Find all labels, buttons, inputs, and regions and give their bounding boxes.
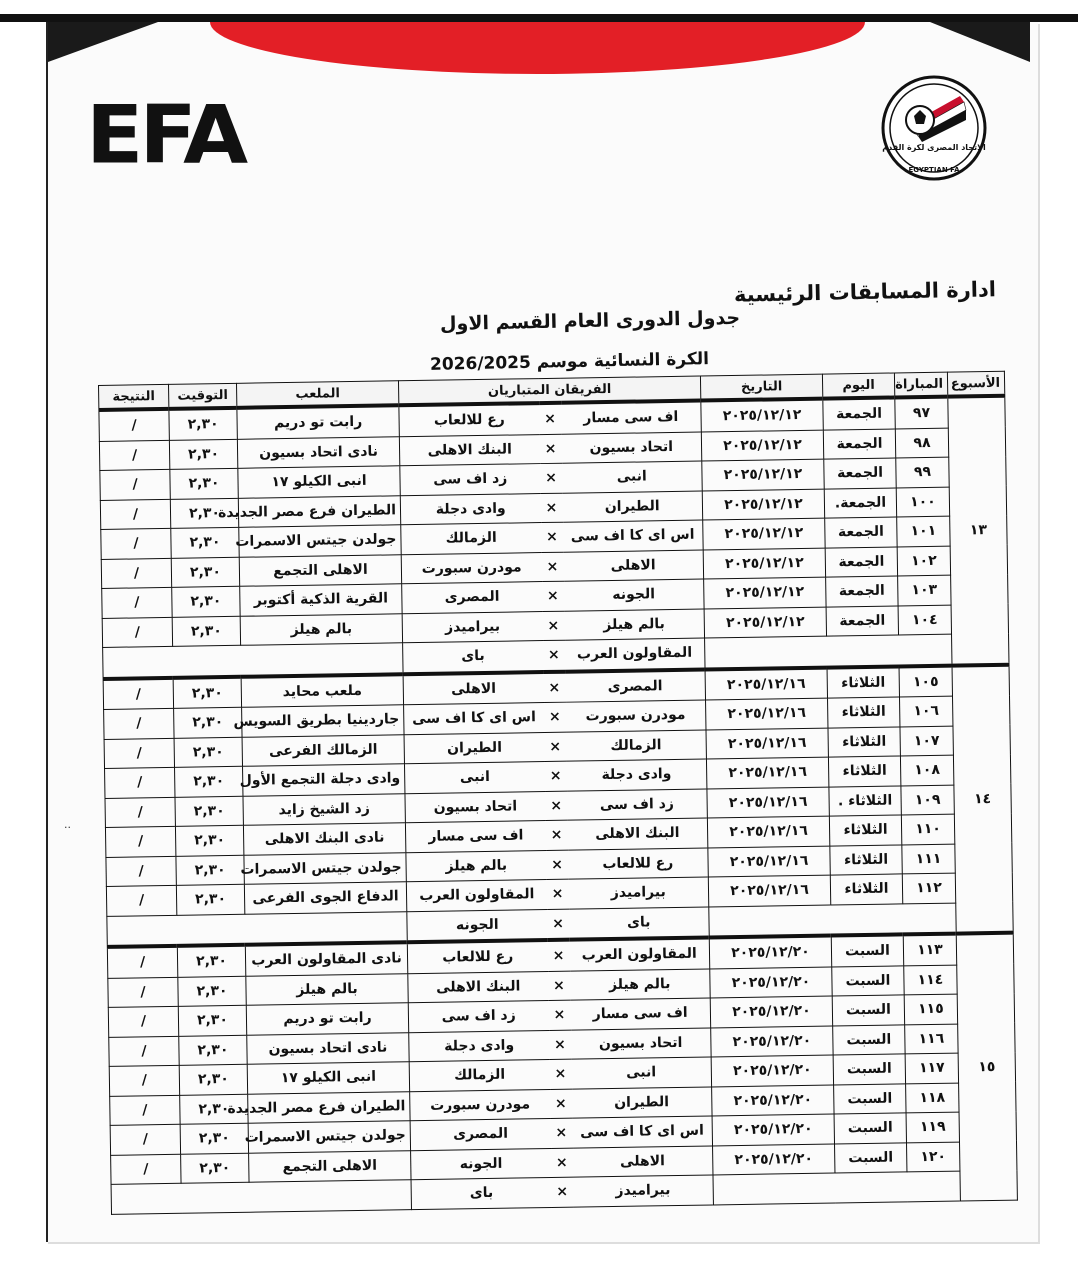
bye-home: باى (569, 906, 709, 939)
match-day: الجمعة. (824, 487, 896, 518)
away-team: بيراميدز (402, 611, 542, 643)
match-day: الثلاثاء (829, 815, 901, 846)
schedule-subtitle: الكرة النسائية موسم 2026/2025 (429, 349, 710, 375)
away-team: زد اف سى (400, 464, 540, 496)
match-date: ٢٠٢٥/١٢/١٦ (707, 787, 829, 818)
away-team: الجونه (411, 1148, 551, 1180)
match-day: الثلاثاء (827, 666, 899, 698)
empty-cell (107, 911, 407, 947)
vs-mark: × (543, 640, 565, 671)
away-team: الزمالك (401, 523, 541, 555)
match-date: ٢٠٢٥/١٢/١٢ (702, 489, 824, 520)
match-date: ٢٠٢٥/١٢/١٦ (708, 846, 830, 877)
away-team: رع للالعاب (399, 403, 539, 436)
kickoff-time: ٢,٣٠ (170, 468, 238, 499)
stadium: زد الشيخ زايد (243, 793, 405, 825)
match-date: ٢٠٢٥/١٢/٢٠ (711, 1055, 833, 1086)
match-date: ٢٠٢٥/١٢/١٢ (701, 399, 823, 432)
kickoff-time: ٢,٣٠ (175, 796, 243, 827)
home-team: الاهلى (573, 1145, 713, 1177)
stadium: انبى الكيلو ١٧ (247, 1062, 409, 1094)
result: / (109, 1065, 179, 1096)
match-number: ١٠٩ (901, 785, 954, 815)
kickoff-time: ٢,٣٠ (180, 1123, 248, 1154)
home-team: زد اف سى (567, 788, 707, 820)
stadium: بالم هيلز (246, 973, 408, 1005)
kickoff-time: ٢,٣٠ (178, 1005, 246, 1036)
vs-mark: × (542, 581, 564, 611)
result: / (102, 587, 172, 618)
vs-mark: × (551, 1148, 573, 1178)
match-day: الجمعة (825, 546, 897, 577)
stadium: نادى اتحاد بسيون (247, 1032, 409, 1064)
vs-mark: × (540, 493, 562, 523)
kickoff-time: ٢,٣٠ (174, 707, 242, 738)
away-team: المصرى (410, 1118, 550, 1150)
match-number: ١٠٠ (896, 487, 949, 517)
result: / (110, 1124, 180, 1155)
vs-mark: × (549, 1059, 571, 1089)
match-date: ٢٠٢٥/١٢/٢٠ (713, 1144, 835, 1175)
schedule-body (99, 396, 1018, 1214)
match-number: ١٠٢ (897, 546, 950, 576)
match-date: ٢٠٢٥/١٢/١٦ (706, 698, 828, 729)
stadium: نادى المقاولون العرب (245, 942, 407, 976)
result: / (104, 738, 174, 769)
home-team: اس اى كا اف سى (572, 1116, 712, 1148)
vs-mark: × (540, 463, 562, 493)
schedule-title: جدول الدورى العام القسم الاول (439, 306, 741, 336)
kickoff-time: ٢,٣٠ (176, 884, 244, 915)
match-number: ١٢٠ (906, 1142, 959, 1172)
top-border (0, 14, 1078, 22)
match-day: الجمعة (825, 517, 897, 548)
kickoff-time: ٢,٣٠ (180, 1094, 248, 1125)
away-team: المصرى (402, 582, 542, 614)
stadium: جولدن جيتس الاسمرات (239, 525, 401, 557)
match-day: الجمعة (824, 458, 896, 489)
vs-mark: × (539, 434, 561, 464)
match-number: ١٠٥ (899, 665, 952, 697)
away-team: انبى (404, 762, 544, 794)
result: / (105, 767, 175, 798)
match-number: ٩٧ (895, 397, 948, 429)
vs-mark: × (550, 1118, 572, 1148)
vs-mark: × (544, 732, 566, 762)
home-team: اف سى مسار (570, 998, 710, 1030)
match-day: الثلاثاء (828, 756, 900, 787)
away-team: البنك الاهلى (408, 971, 548, 1003)
match-day: الجمعة (823, 397, 895, 429)
kickoff-time: ٢,٣٠ (179, 1064, 247, 1095)
result: / (109, 1036, 179, 1067)
match-date: ٢٠٢٥/١٢/١٢ (702, 459, 824, 490)
match-date: ٢٠٢٥/١٢/١٢ (704, 607, 826, 638)
away-team: المقاولون العرب (406, 880, 546, 912)
match-date: ٢٠٢٥/١٢/١٦ (705, 667, 827, 700)
kickoff-time: ٢,٣٠ (177, 945, 245, 977)
week-number: ١٤ (952, 664, 1013, 933)
match-day: السبت (835, 1142, 907, 1173)
header-date: التاريخ (700, 374, 822, 400)
result: / (104, 708, 174, 739)
stadium: وادى دجلة التجمع الأول (243, 764, 405, 796)
away-team: الاهلى (403, 672, 543, 705)
kickoff-time: ٢,٣٠ (181, 1153, 249, 1184)
result: / (111, 1154, 181, 1185)
away-team: زد اف سى (408, 1001, 548, 1033)
vs-mark: × (541, 522, 563, 552)
stadium: بالم هيلز (240, 613, 402, 645)
match-number: ١١٥ (904, 994, 957, 1024)
header-teams: الفريقان المتباريان (398, 376, 700, 405)
match-date: ٢٠٢٥/١٢/٢٠ (712, 1114, 834, 1145)
emblem-latin-text: EGYPTIAN FA (908, 166, 960, 174)
week-number: ١٥ (956, 933, 1017, 1201)
vs-mark: × (545, 820, 567, 850)
away-team: مودرن سبورت (410, 1089, 550, 1121)
header-corner-left (48, 22, 158, 62)
vs-mark: × (545, 791, 567, 821)
match-date: ٢٠٢٥/١٢/٢٠ (709, 936, 831, 969)
match-number: ١١٠ (901, 814, 954, 844)
bye-home: المقاولون العرب (565, 638, 705, 671)
kickoff-time: ٢,٣٠ (178, 976, 246, 1007)
away-team: رع للالعاب (407, 940, 547, 973)
home-team: المصرى (565, 669, 705, 702)
vs-mark: × (544, 761, 566, 791)
result: / (102, 617, 172, 648)
away-team: وادى دجلة (409, 1030, 549, 1062)
away-team: اتحاد بسيون (405, 791, 545, 823)
match-date: ٢٠٢٥/١٢/٢٠ (710, 967, 832, 998)
vs-mark: × (550, 1089, 572, 1119)
match-date: ٢٠٢٥/١٢/١٢ (701, 430, 823, 461)
result: / (100, 469, 170, 500)
vs-mark: × (539, 403, 561, 434)
result: / (105, 797, 175, 828)
stadium: الاهلى التجمع (249, 1150, 411, 1182)
match-number: ١٠٣ (898, 575, 951, 605)
vs-mark: × (541, 552, 563, 582)
kickoff-time: ٢,٣٠ (171, 527, 239, 558)
match-number: ٩٩ (896, 457, 949, 487)
away-team: بالم هيلز (406, 850, 546, 882)
match-number: ١١١ (902, 844, 955, 874)
home-team: اس اى كا اف سى (563, 520, 703, 552)
match-day: السبت (834, 1113, 906, 1144)
home-team: اتحاد بسيون (561, 432, 701, 464)
match-day: الجمعة (823, 428, 895, 459)
department-name: ادارة المسابقات الرئيسية (733, 277, 997, 307)
stadium: رابت تو دريم (246, 1003, 408, 1035)
match-day: الثلاثاء (830, 844, 902, 875)
match-day: السبت (832, 965, 904, 996)
result: / (106, 856, 176, 887)
home-team: الطيران (562, 491, 702, 523)
match-day: السبت (834, 1083, 906, 1114)
match-date: ٢٠٢٥/١٢/٢٠ (711, 1026, 833, 1057)
match-number: ١١٢ (902, 873, 955, 903)
result: / (108, 1006, 178, 1037)
federation-emblem (880, 74, 988, 182)
stadium: الدفاع الجوى الفرعى (244, 882, 406, 914)
kickoff-time: ٢,٣٠ (174, 737, 242, 768)
stadium: جاردينيا بطريق السويس (242, 705, 404, 737)
week-number: ١٣ (948, 396, 1009, 665)
away-team: الطيران (404, 732, 544, 764)
kickoff-time: ٢,٣٠ (170, 498, 238, 529)
stadium: الطيران فرع مصر الجديدة (248, 1091, 410, 1123)
match-number: ١١٤ (904, 965, 957, 995)
match-date: ٢٠٢٥/١٢/٢٠ (710, 996, 832, 1027)
bye-away: باى (411, 1177, 551, 1209)
empty-cell (103, 643, 403, 679)
away-team: وادى دجلة (400, 493, 540, 525)
empty-cell (713, 1171, 960, 1204)
empty-cell (111, 1180, 411, 1214)
match-number: ٩٨ (895, 428, 948, 458)
match-day: الثلاثاء (828, 697, 900, 728)
stadium: نادى البنك الاهلى (243, 823, 405, 855)
result: / (103, 677, 173, 709)
vs-mark: × (549, 1030, 571, 1060)
home-team: انبى (571, 1057, 711, 1089)
away-team: البنك الاهلى (399, 434, 539, 466)
vs-mark: × (543, 671, 565, 702)
stadium: القرية الذكية أكتوبر (240, 584, 402, 616)
vs-mark: × (547, 940, 569, 971)
bye-away: باى (403, 641, 543, 674)
home-team: اف سى مسار (561, 401, 701, 434)
away-team: اف سى مسار (405, 821, 545, 853)
vs-mark: × (546, 850, 568, 880)
result: / (107, 946, 177, 978)
home-team: الزمالك (566, 729, 706, 761)
home-team: رع للالعاب (568, 847, 708, 879)
vs-mark: × (548, 1000, 570, 1030)
home-team: انبى (562, 461, 702, 493)
match-number: ١٠٦ (899, 696, 952, 726)
stadium: ملعب محايد (241, 674, 403, 708)
match-number: ١١٧ (905, 1053, 958, 1083)
stadium: نادى اتحاد بسيون (237, 436, 399, 468)
header-corner-right (930, 22, 1030, 62)
result: / (99, 440, 169, 471)
match-number: ١٠١ (897, 516, 950, 546)
match-day: السبت (831, 934, 903, 966)
header-week: الأسبوع (947, 371, 1004, 396)
kickoff-time: ٢,٣٠ (169, 439, 237, 470)
match-day: الجمعة (826, 605, 898, 636)
result: / (105, 826, 175, 857)
match-date: ٢٠٢٥/١٢/١٦ (708, 875, 830, 906)
result: / (106, 885, 176, 916)
header-result: النتيجة (99, 384, 169, 410)
match-day: الثلاثاء (828, 726, 900, 757)
stadium: انبى الكيلو ١٧ (238, 466, 400, 498)
bye-away: الجونه (407, 909, 547, 942)
match-date: ٢٠٢٥/١٢/١٢ (704, 577, 826, 608)
match-date: ٢٠٢٥/١٢/١٦ (707, 816, 829, 847)
home-team: مودرن سبورت (566, 700, 706, 732)
kickoff-time: ٢,٣٠ (172, 586, 240, 617)
emblem-arabic-text: الاتحاد المصرى لكرة القدم (882, 143, 986, 152)
vs-mark: × (546, 879, 568, 909)
schedule-table (98, 371, 1018, 1215)
match-day: الثلاثاء . (829, 785, 901, 816)
match-date: ٢٠٢٥/١٢/١٦ (706, 757, 828, 788)
home-team: بالم هيلز (570, 968, 710, 1000)
home-team: وادى دجلة (566, 759, 706, 791)
home-team: الاهلى (563, 550, 703, 582)
header-time: التوقيت (168, 383, 236, 409)
stadium: الزمالك الفرعى (242, 734, 404, 766)
away-team: الزمالك (409, 1059, 549, 1091)
match-date: ٢٠٢٥/١٢/٢٠ (712, 1085, 834, 1116)
schedule-table-wrapper (98, 371, 1017, 1215)
result: / (101, 528, 171, 559)
match-number: ١١٨ (906, 1083, 959, 1113)
kickoff-time: ٢,٣٠ (171, 557, 239, 588)
match-date: ٢٠٢٥/١٢/١٦ (706, 728, 828, 759)
kickoff-time: ٢,٣٠ (173, 676, 241, 708)
match-date: ٢٠٢٥/١٢/١٢ (703, 518, 825, 549)
match-day: السبت (833, 1054, 905, 1085)
stadium: الطيران فرع مصر الجديدة (238, 495, 400, 527)
match-day: السبت (832, 995, 904, 1026)
home-team: البنك الاهلى (567, 818, 707, 850)
empty-cell (705, 634, 952, 669)
result: / (108, 977, 178, 1008)
margin-mark: .. (64, 818, 71, 831)
home-team: المقاولون العرب (569, 937, 709, 970)
empty-cell (709, 903, 956, 938)
result: / (101, 558, 171, 589)
match-day: الثلاثاء (830, 874, 902, 905)
match-number: ١٠٨ (900, 755, 953, 785)
result: / (110, 1095, 180, 1126)
stadium: جولدن جيتس الاسمرات (248, 1121, 410, 1153)
vs-mark: × (544, 702, 566, 732)
match-day: الجمعة (826, 576, 898, 607)
stadium: الاهلى التجمع (239, 554, 401, 586)
result: / (100, 499, 170, 530)
stadium: جولدن جيتس الاسمرات (244, 852, 406, 884)
match-number: ١١٣ (903, 934, 956, 966)
kickoff-time: ٢,٣٠ (176, 855, 244, 886)
match-number: ١١٩ (906, 1112, 959, 1142)
home-team: اتحاد بسيون (571, 1027, 711, 1059)
vs-mark: × (547, 909, 569, 940)
result: / (99, 409, 169, 441)
away-team: مودرن سبورت (401, 552, 541, 584)
kickoff-time: ٢,٣٠ (179, 1035, 247, 1066)
home-team: بيراميدز (568, 877, 708, 909)
bye-home: بيراميدز (573, 1175, 713, 1207)
vs-mark: × (551, 1177, 573, 1207)
efa-logo: EFA (86, 88, 245, 182)
match-number: ١٠٧ (900, 726, 953, 756)
match-number: ١٠٤ (898, 605, 951, 635)
stadium: رابت تو دريم (237, 405, 399, 439)
vs-mark: × (548, 971, 570, 1001)
match-date: ٢٠٢٥/١٢/١٢ (703, 548, 825, 579)
match-number: ١١٦ (905, 1024, 958, 1054)
header-match: المباراة (894, 372, 947, 397)
kickoff-time: ٢,٣٠ (172, 616, 240, 647)
kickoff-time: ٢,٣٠ (175, 825, 243, 856)
header-day: اليوم (822, 373, 894, 399)
kickoff-time: ٢,٣٠ (169, 408, 237, 440)
home-team: الجونه (564, 579, 704, 611)
home-team: الطيران (572, 1086, 712, 1118)
match-day: السبت (833, 1024, 905, 1055)
header-stadium: الملعب (236, 381, 398, 408)
vs-mark: × (542, 611, 564, 641)
kickoff-time: ٢,٣٠ (175, 766, 243, 797)
away-team: اس اى كا اف سى (404, 703, 544, 735)
home-team: بالم هيلز (564, 609, 704, 641)
